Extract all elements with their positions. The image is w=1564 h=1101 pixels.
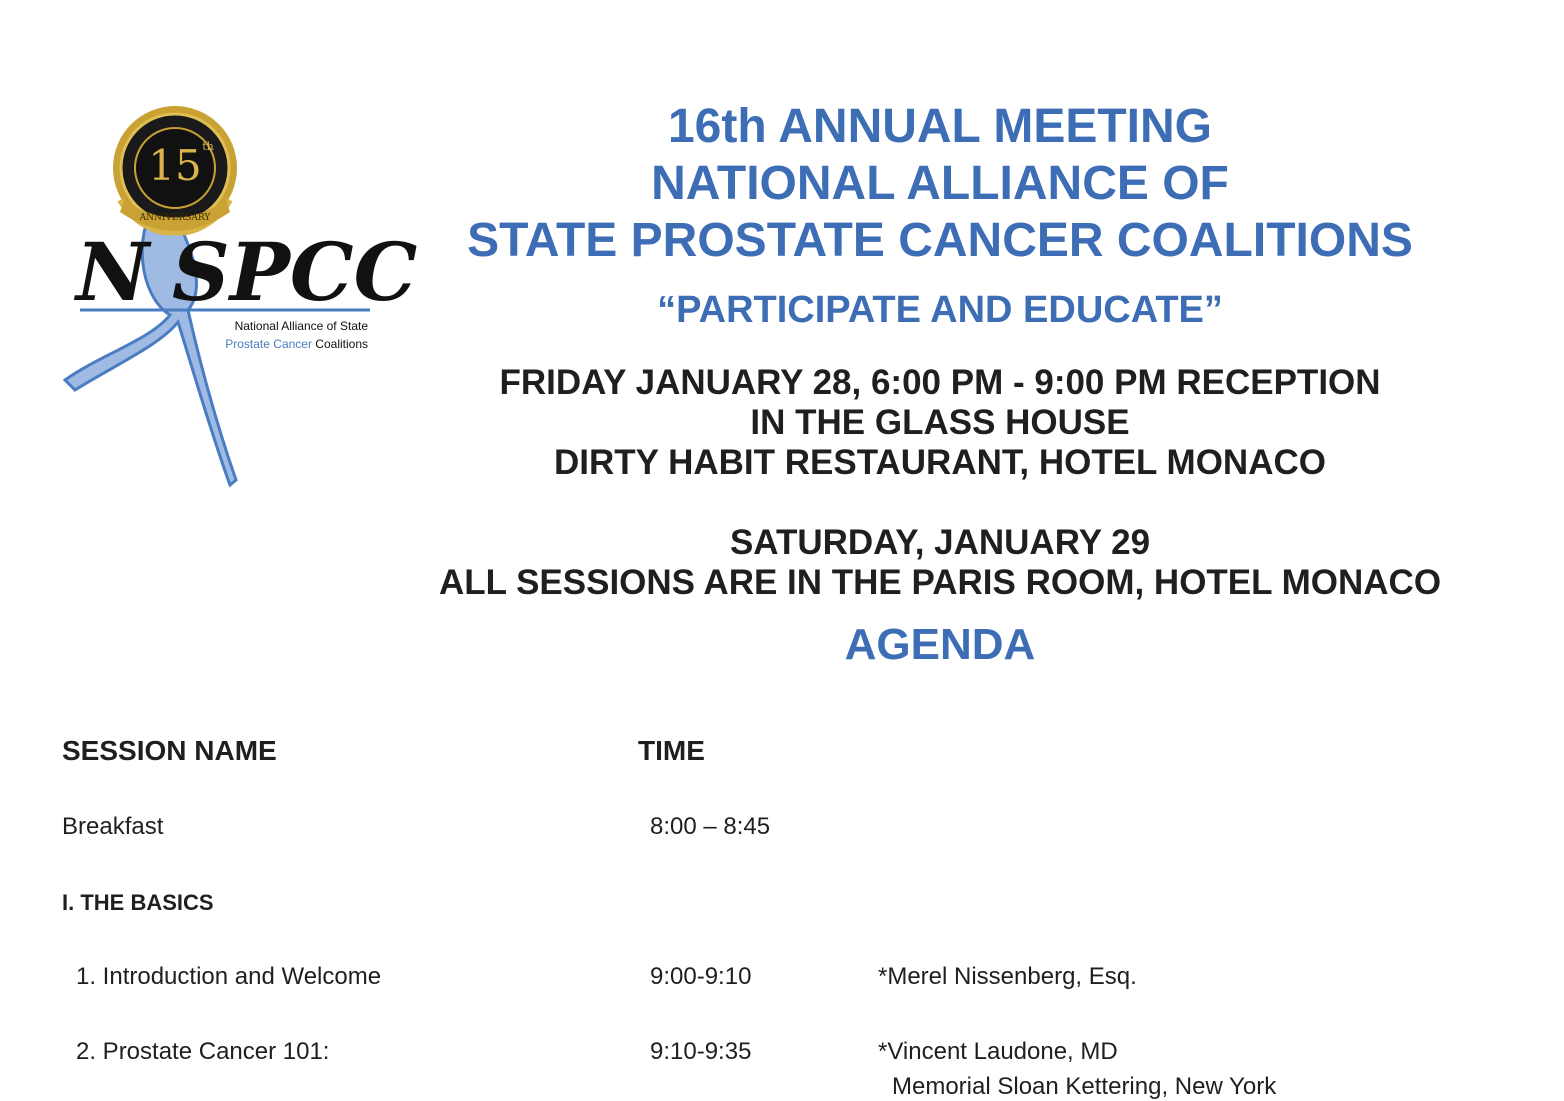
title-line-1: 16th ANNUAL MEETING — [667, 100, 1213, 153]
breakfast-name: Breakfast — [62, 813, 164, 840]
logo-tagline-line1: National Alliance of State — [234, 319, 368, 333]
anniversary-number-text: 15 — [148, 141, 202, 190]
slogan: “PARTICIPATE AND EDUCATE” — [657, 289, 1223, 331]
column-header-time: TIME — [638, 735, 705, 766]
agenda-item-2-speaker: *Vincent Laudone, MD — [878, 1038, 1118, 1065]
naspcc-logo — [60, 100, 418, 490]
meeting-title — [380, 98, 1500, 269]
logo-acronym-n: N — [76, 225, 150, 319]
agenda-item-2-affiliation: Memorial Sloan Kettering, New York — [892, 1073, 1277, 1100]
title-line-3: STATE PROSTATE CANCER COALITIONS — [467, 214, 1413, 267]
agenda-title: AGENDA — [844, 620, 1036, 669]
agenda-item-1-speaker: *Merel Nissenberg, Esq. — [878, 963, 1137, 990]
agenda-item-1-name: 1. Introduction and Welcome — [76, 963, 382, 990]
title-line-2: NATIONAL ALLIANCE OF — [651, 157, 1229, 210]
saturday-line-2: ALL SESSIONS ARE IN THE PARIS ROOM, HOTEL MONACO — [438, 563, 1442, 602]
svg-text:ANNIVERSARY: ANNIVERSARY — [139, 213, 211, 223]
breakfast-time: 8:00 – 8:45 — [650, 813, 771, 840]
agenda-item-2-time: 9:10-9:35 — [650, 1038, 752, 1065]
column-header-session: SESSION NAME — [62, 735, 277, 766]
svg-text:th: th — [202, 140, 214, 153]
friday-event — [380, 363, 1500, 483]
friday-line-2: IN THE GLASS HOUSE — [750, 403, 1130, 442]
section-the-basics: I. THE BASICS — [62, 890, 214, 915]
slogan-block — [380, 288, 1500, 332]
agenda-item-1-time: 9:00-9:10 — [650, 963, 752, 990]
saturday-event — [380, 523, 1500, 603]
friday-line-3: DIRTY HABIT RESTAURANT, HOTEL MONACO — [554, 443, 1326, 482]
friday-line-1: FRIDAY JANUARY 28, 6:00 PM - 9:00 PM RECEPTION — [499, 363, 1381, 402]
agenda-item-2-name: 2. Prostate Cancer 101: — [76, 1038, 330, 1065]
logo-tagline-line2: Prostate Cancer Coalitions — [225, 337, 368, 351]
agenda-heading-block — [380, 620, 1500, 670]
logo-acronym-spcc: SPCC — [172, 225, 418, 319]
saturday-line-1: SATURDAY, JANUARY 29 — [729, 523, 1151, 562]
